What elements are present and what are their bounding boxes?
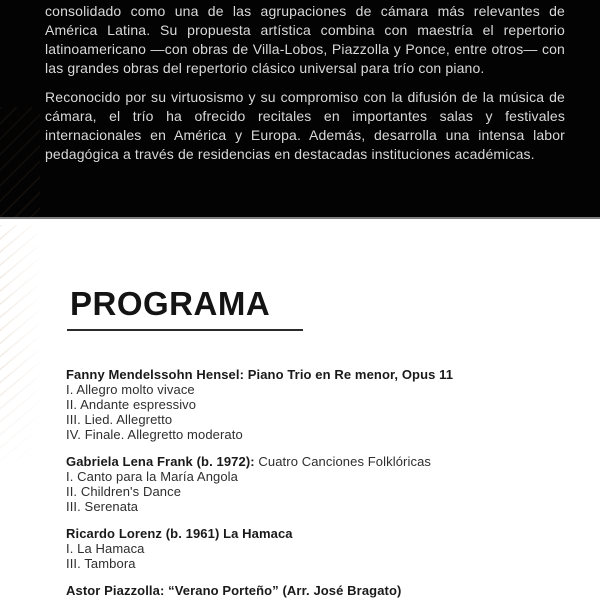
movement-2-2: II. Children's Dance bbox=[66, 484, 182, 499]
piece-composer-4: Astor Piazzolla: “Verano Porteño” (Arr. José Bragato) bbox=[66, 583, 402, 598]
left-wave-texture bbox=[0, 225, 46, 475]
piece-composer-3: Ricardo Lorenz (b. 1961) La Hamaca bbox=[66, 526, 293, 541]
piece-title-2 bbox=[66, 454, 600, 469]
movement-1-1: I. Allegro molto vivace bbox=[66, 382, 195, 397]
movement-3-2: III. Tambora bbox=[66, 556, 136, 571]
heading-underline bbox=[67, 329, 303, 331]
program-list bbox=[66, 367, 600, 598]
movement-3-1: I. La Hamaca bbox=[66, 541, 145, 556]
piece-title-3 bbox=[66, 526, 600, 541]
about-paragraph-1: consolidado como una de las agrupaciones de cámara más relevantes de América Latina. Su propuesta artística combina con maestría el repertorio latinoamericano —con obras de Villa-Lobos, Piazzolla y Ponce, entre otros— con las grandes obras del repertorio clásico universal para trío con piano. bbox=[45, 3, 565, 76]
piece-composer-2: Gabriela Lena Frank (b. 1972): bbox=[66, 454, 255, 469]
piece-name-2: Cuatro Canciones Folklóricas bbox=[254, 454, 431, 469]
movement-2-3: III. Serenata bbox=[66, 499, 139, 514]
movement-1-3: III. Lied. Allegretto bbox=[66, 412, 173, 427]
movement-1-4: IV. Finale. Allegretto moderato bbox=[66, 427, 243, 442]
program-group-2 bbox=[66, 454, 600, 514]
program-group-4 bbox=[66, 583, 600, 598]
banner-left-texture bbox=[0, 107, 40, 217]
piece-title-4 bbox=[66, 583, 600, 598]
piece-composer-1: Fanny Mendelssohn Hensel: Piano Trio en Re menor, Opus 11 bbox=[66, 367, 454, 382]
piece-title-1 bbox=[66, 367, 600, 382]
about-section bbox=[0, 0, 600, 219]
about-paragraph-2: Reconocido por su virtuosismo y su compromiso con la difusión de la música de cámara, el trío ha ofrecido recitales en importantes salas y festivales internacionales en América y Europa. Además, desarrolla una intensa labor pedagógica a través de residencias en destacadas instituciones académicas. bbox=[45, 89, 565, 162]
program-section bbox=[0, 219, 600, 598]
program-heading: PROGRAMA bbox=[70, 285, 271, 322]
movement-2-1: I. Canto para la María Angola bbox=[66, 469, 239, 484]
program-group-1 bbox=[66, 367, 600, 442]
program-group-3 bbox=[66, 526, 600, 571]
movement-1-2: II. Andante espressivo bbox=[66, 397, 197, 412]
